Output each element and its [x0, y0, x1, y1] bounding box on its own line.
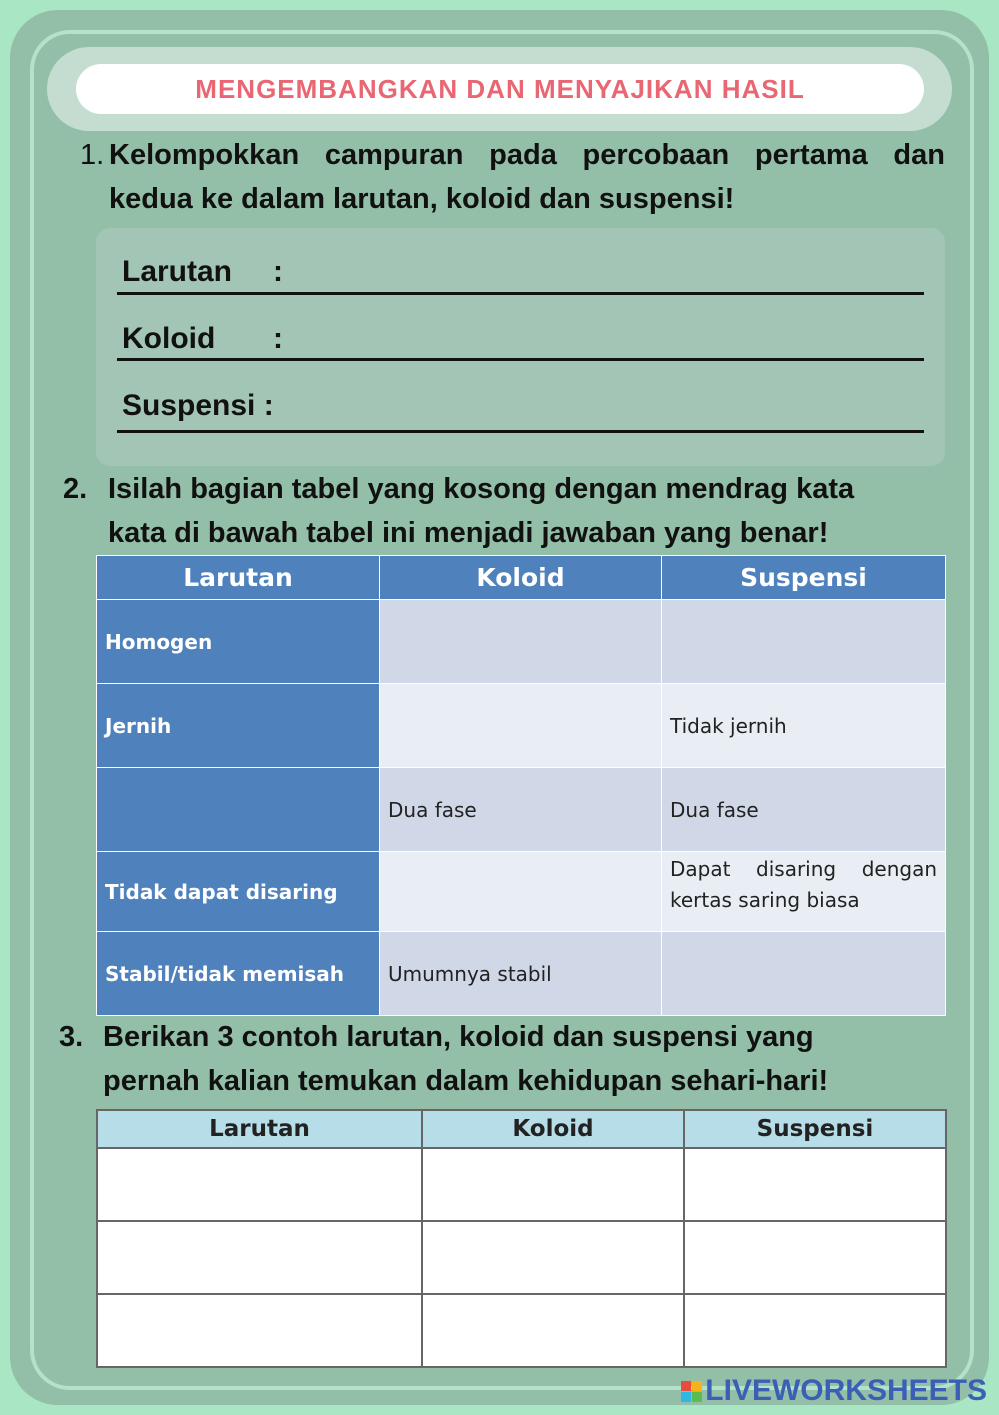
examples-header-koloid: Koloid: [422, 1110, 684, 1148]
table-cell: Umumnya stabil: [380, 932, 662, 1016]
table-row: [97, 768, 946, 852]
table-cell: Tidak dapat disaring: [97, 852, 380, 932]
drop-cell[interactable]: [380, 684, 662, 768]
question-1: [80, 133, 945, 221]
page-title: MENGEMBANGKAN DAN MENYAJIKAN HASIL: [76, 64, 924, 114]
answer-line-koloid[interactable]: [117, 358, 924, 361]
answer-cell[interactable]: [422, 1294, 684, 1367]
question-2-number: 2.: [63, 473, 88, 505]
question-3: [59, 1015, 949, 1103]
drop-cell[interactable]: [662, 932, 946, 1016]
field-colon-koloid: :: [273, 322, 283, 355]
field-label-larutan: Larutan: [122, 255, 233, 288]
question-1-line-2: kedua ke dalam larutan, koloid dan suspensi!: [109, 183, 735, 215]
answer-cell[interactable]: [97, 1221, 422, 1294]
examples-header-suspensi: Suspensi: [684, 1110, 946, 1148]
properties-table: [96, 555, 946, 1016]
question-1-line-1: Kelompokkan campuran pada percobaan pertama dan: [109, 139, 945, 171]
liveworksheets-logo-icon: [681, 1381, 702, 1402]
field-colon-larutan: :: [273, 255, 283, 288]
question-3-line-2: pernah kalian temukan dalam kehidupan sehari-hari!: [103, 1065, 829, 1097]
answer-cell[interactable]: [422, 1148, 684, 1221]
field-label-suspensi: Suspensi :: [122, 389, 274, 422]
table-cell: Tidak jernih: [662, 684, 946, 768]
table-header-suspensi: Suspensi: [662, 556, 946, 600]
question-2-line-1: Isilah bagian tabel yang kosong dengan mendrag kata: [108, 473, 855, 505]
logo-mark-cell: [681, 1381, 691, 1391]
table-cell: Homogen: [97, 600, 380, 684]
question-3-number: 3.: [59, 1021, 84, 1053]
table-cell: Dua fase: [380, 768, 662, 852]
liveworksheets-logo: [681, 1374, 987, 1408]
answer-cell[interactable]: [684, 1294, 946, 1367]
table-row: [97, 932, 946, 1016]
question-2: [63, 467, 953, 555]
table-cell: Stabil/tidak memisah: [97, 932, 380, 1016]
table-row: [97, 852, 946, 932]
question-2-line-2: kata di bawah tabel ini menjadi jawaban yang benar!: [108, 517, 829, 549]
examples-table: [96, 1109, 947, 1368]
answer-cell[interactable]: [684, 1148, 946, 1221]
table-row: [97, 600, 946, 684]
logo-mark-cell: [681, 1392, 691, 1402]
answer-line-suspensi[interactable]: [117, 430, 924, 433]
table-row: [97, 1221, 946, 1294]
table-cell: Jernih: [97, 684, 380, 768]
logo-text: LIVEWORKSHEETS: [705, 1374, 987, 1407]
answer-cell[interactable]: [684, 1221, 946, 1294]
question-3-line-1: Berikan 3 contoh larutan, koloid dan suspensi yang: [103, 1021, 814, 1053]
answer-cell[interactable]: [422, 1221, 684, 1294]
table-row: [97, 1294, 946, 1367]
examples-header-larutan: Larutan: [97, 1110, 422, 1148]
table-header-larutan: Larutan: [97, 556, 380, 600]
answer-cell[interactable]: [97, 1294, 422, 1367]
field-label-koloid: Koloid: [122, 322, 216, 355]
drop-cell[interactable]: [662, 600, 946, 684]
logo-mark-cell: [692, 1392, 702, 1402]
drop-cell[interactable]: [380, 852, 662, 932]
question-1-number: 1.: [80, 139, 105, 171]
table-row: [97, 684, 946, 768]
table-cell: Dapat disaring dengan kertas saring biasa: [662, 852, 946, 932]
drop-cell[interactable]: [380, 600, 662, 684]
answer-line-larutan[interactable]: [117, 292, 924, 295]
table-row: [97, 1148, 946, 1221]
drop-cell[interactable]: [97, 768, 380, 852]
table-cell: Dua fase: [662, 768, 946, 852]
logo-mark-cell: [692, 1381, 702, 1391]
table-header-koloid: Koloid: [380, 556, 662, 600]
answer-cell[interactable]: [97, 1148, 422, 1221]
